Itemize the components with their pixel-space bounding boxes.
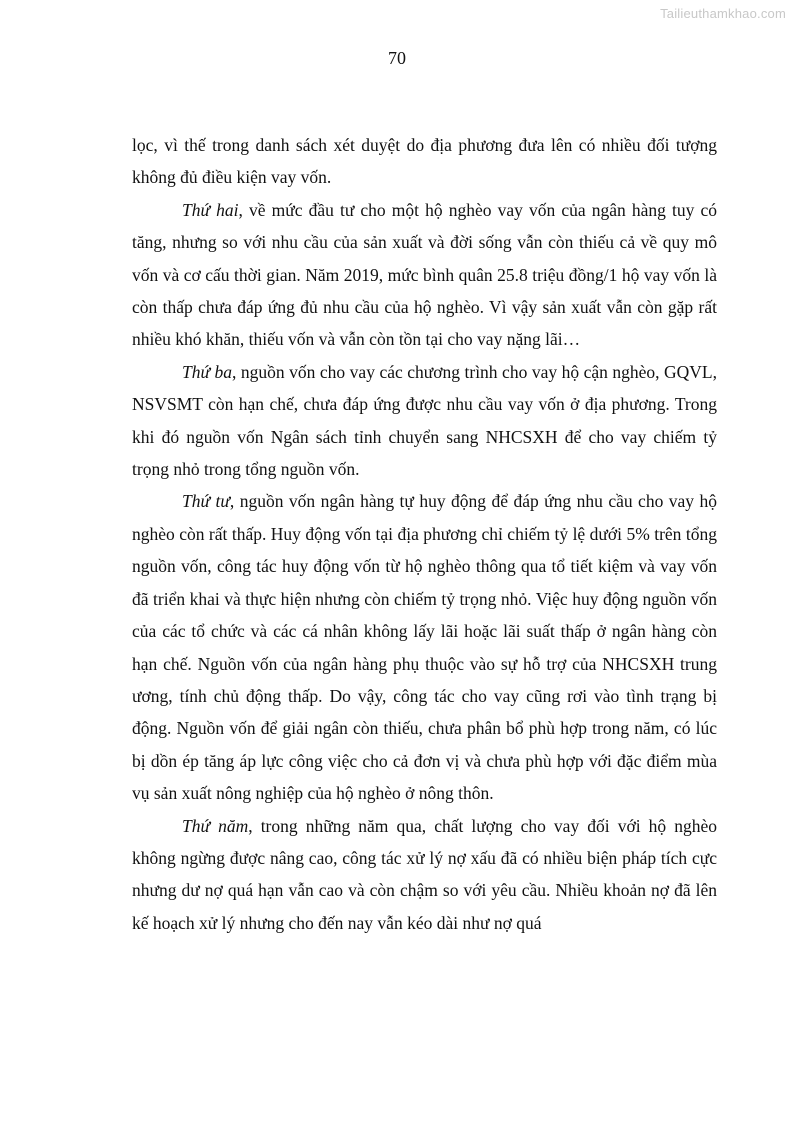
paragraph-4 <box>132 485 717 809</box>
paragraph-5 <box>132 810 717 940</box>
paragraph-2 <box>132 194 717 356</box>
document-body <box>132 129 717 939</box>
paragraph-lead: Thứ tư <box>182 491 230 512</box>
paragraph-lead: Thứ năm <box>182 815 249 836</box>
paragraph-text: , trong những năm qua, chất lượng cho vay đối với hộ nghèo không ngừng được nâng cao, công tác xử lý nợ xấu đã có nhiều biện pháp tích cực nhưng dư nợ quá hạn vẫn cao và còn chậm so với yêu cầu. Nhiều khoản nợ đã lên kế hoạch xử lý nhưng cho đến nay vẫn kéo dài như nợ quá <box>132 815 717 933</box>
paragraph-text: , nguồn vốn ngân hàng tự huy động để đáp ứng nhu cầu cho vay hộ nghèo còn rất thấp. Huy động vốn tại địa phương chỉ chiếm tỷ lệ dưới 5% trên tổng nguồn vốn, công tác huy động vốn từ hộ nghèo thông qua tổ tiết kiệm và vay vốn đã triển khai và thực hiện nhưng còn chiếm tỷ trọng nhỏ. Việc huy động nguồn vốn của các tổ chức và các cá nhân không lấy lãi hoặc lãi suất thấp ở ngân hàng còn hạn chế. Nguồn vốn của ngân hàng phụ thuộc vào sự hỗ trợ của NHCSXH trung ương, tính chủ động thấp. Do vậy, công tác cho vay cũng rơi vào tình trạng bị động. Nguồn vốn để giải ngân còn thiếu, chưa phân bổ phù hợp trong năm, có lúc bị dồn ép tăng áp lực công việc cho cả đơn vị và chưa phù hợp với đặc điểm mùa vụ sản xuất nông nghiệp của hộ nghèo ở nông thôn. <box>132 491 717 804</box>
paragraph-text: lọc, vì thế trong danh sách xét duyệt do địa phương đưa lên có nhiều đối tượng không đủ điều kiện vay vốn. <box>132 135 717 188</box>
paragraph-1 <box>132 129 717 194</box>
paragraph-text: , về mức đầu tư cho một hộ nghèo vay vốn của ngân hàng tuy có tăng, nhưng so với nhu cầu của sản xuất và đời sống vẫn còn thiếu cả về quy mô vốn và cơ cấu thời gian. Năm 2019, mức bình quân 25.8 triệu đồng/1 hộ vay vốn là còn thấp chưa đáp ứng đủ nhu cầu của hộ nghèo. Vì vậy sản xuất vẫn còn gặp rất nhiều khó khăn, thiếu vốn và vẫn còn tồn tại cho vay nặng lãi… <box>132 199 717 350</box>
paragraph-3 <box>132 356 717 486</box>
page-number: 70 <box>388 48 406 68</box>
watermark-text: Tailieuthamkhao.com <box>660 6 786 21</box>
paragraph-text: , nguồn vốn cho vay các chương trình cho vay hộ cận nghèo, GQVL, NSVSMT còn hạn chế, chưa đáp ứng được nhu cầu vay vốn ở địa phương. Trong khi đó nguồn vốn Ngân sách tỉnh chuyển sang NHCSXH để cho vay chiếm tỷ trọng nhỏ trong tổng nguồn vốn. <box>132 361 717 480</box>
paragraph-lead: Thứ ba <box>182 361 233 382</box>
paragraph-lead: Thứ hai <box>182 199 239 220</box>
